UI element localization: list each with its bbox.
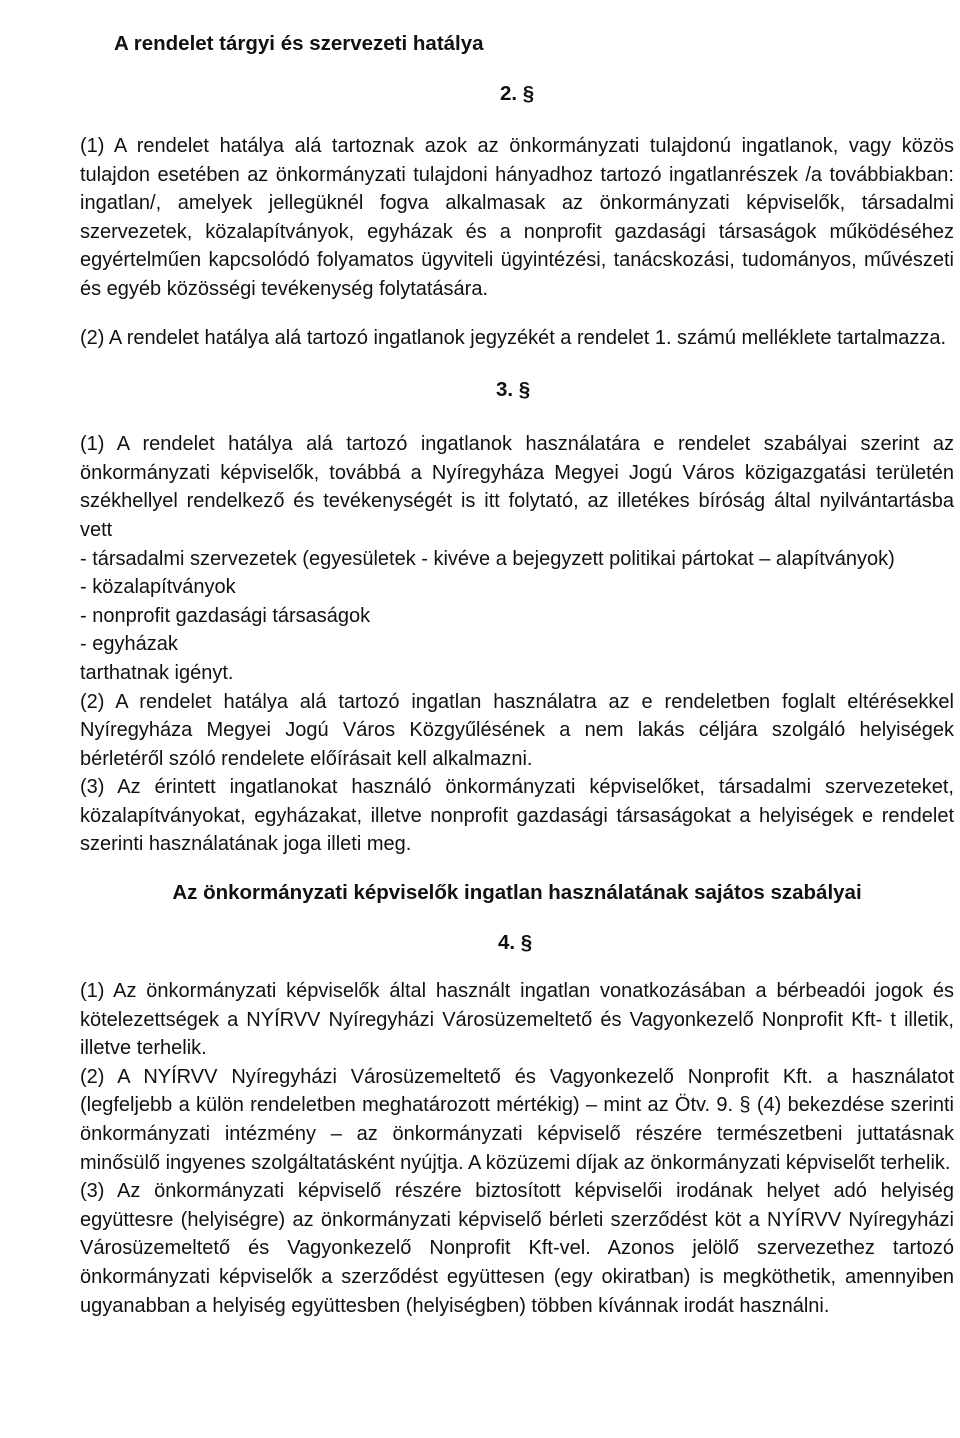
- section-3-list: [80, 545, 954, 659]
- section-2-paragraph-2: (2) A rendelet hatálya alá tartozó ingatlanok jegyzékét a rendelet 1. számú melléklete tartalmazza.: [80, 326, 947, 349]
- section-4-paragraph-3: (3) Az önkormányzati képviselő részére biztosított képviselői irodának helyet adó helyiség együttesre (helyiségre) az önkormányzati képviselő bérleti szerződést köt a NYÍRVV Nyíregyházi Városüzemeltető és Vagyonkezelő Nonprofit Kft-vel. Azonos jelölő szervezethez tartozó önkormányzati képviselők a szerződést együttesen (egy okiratban) is megköthetik, amennyiben ugyanabban a helyiség együttesben (helyiségben) többen kívánnak irodát használni.: [80, 1180, 954, 1317]
- section-subtitle: Az önkormányzati képviselők ingatlan használatának sajátos szabályai: [172, 881, 862, 905]
- list-item: - társadalmi szervezetek (egyesületek - kivéve a bejegyzett politikai pártokat – alapítványok): [80, 547, 895, 570]
- section-3-paragraph-3: (3) Az érintett ingatlanokat használó önkormányzati képviselőket, társadalmi szervezeteket, közalapítványokat, egyházakat, illetve nonprofit gazdasági társaságokat a helyiségek e rendelet szerinti használatának joga illeti meg.: [80, 776, 954, 856]
- section-4-paragraph-1: (1) Az önkormányzati képviselők által használt ingatlan vonatkozásában a bérbeadói jogok és kötelezettségek a NYÍRVV Nyíregyházi Városüzemeltető és Vagyonkezelő Nonprofit Kft- t illetik, illetve terhelik.: [80, 980, 954, 1060]
- section-2-number: 2. §: [500, 82, 535, 105]
- list-item: - nonprofit gazdasági társaságok: [80, 604, 371, 627]
- section-3-number: 3. §: [496, 378, 531, 402]
- section-3-paragraph-2: (2) A rendelet hatálya alá tartozó ingatlan használatra az e rendeletben foglalt eltérésekkel Nyíregyháza Megyei Jogú Város Közgyűlésének a nem lakás céljára szolgáló helyiségek bérletéről szóló rendelete előírásait kell alkalmazni.: [80, 690, 954, 770]
- section-4-paragraph-2: (2) A NYÍRVV Nyíregyházi Városüzemeltető és Vagyonkezelő Nonprofit Kft. a használatot (legfeljebb a külön rendeletben meghatározott mértékig) – mint az Ötv. 9. § (4) bekezdése szerinti önkormányzati intézmény – az önkormányzati képviselő részére természetbeni juttatásnak minősülő ingyenes szolgáltatásként nyújtja. A közüzemi díjak az önkormányzati képviselőt terhelik.: [80, 1065, 954, 1174]
- document-page: [80, 30, 954, 1320]
- section-4-number: 4. §: [498, 931, 533, 955]
- section-3-closing: tarthatnak igényt.: [80, 661, 234, 684]
- section-2-paragraph-1: (1) A rendelet hatálya alá tartoznak azok az önkormányzati tulajdonú ingatlanok, vagy közös tulajdon esetében az önkormányzati tulajdoni hányadhoz tartozó ingatlanrészek /a továbbiakban: ingatlan/, amelyek jellegüknél fogva alkalmasak az önkormányzati képviselők, társadalmi szervezetek, közalapítványok, egyházak és a nonprofit gazdasági társaságok működéséhez egyértelműen kapcsolódó folyamatos ügyviteli ügyintézési, tanácskozási, tudományos, művészeti és egyéb közösségi tevékenység folytatására.: [80, 135, 954, 300]
- list-item: - egyházak: [80, 633, 178, 656]
- list-item: - közalapítványok: [80, 576, 236, 599]
- document-title: A rendelet tárgyi és szervezeti hatálya: [114, 32, 484, 55]
- section-3-paragraph-1: (1) A rendelet hatálya alá tartozó ingatlanok használatára e rendelet szabályai szerint az önkormányzati képviselők, továbbá a Nyíregyháza Megyei Jogú Város közigazgatási területén székhellyel rendelkező és tevékenységét is itt folytató, az illetékes bíróság által nyilvántartásba vett: [80, 433, 954, 541]
